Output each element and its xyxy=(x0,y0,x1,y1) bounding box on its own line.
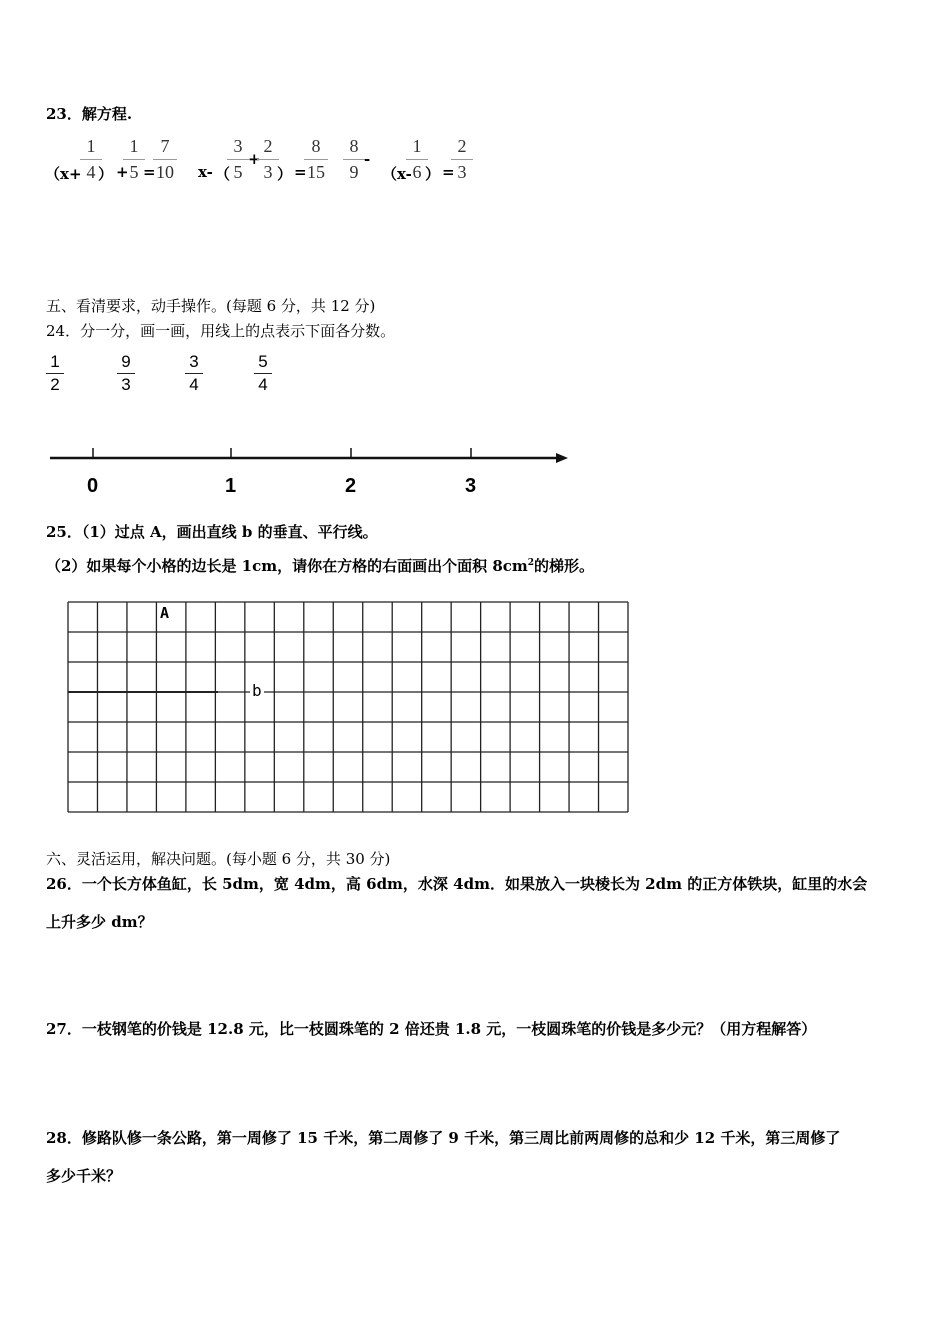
fraction: 3 5 xyxy=(227,136,249,182)
q27: 27．一枝钢笔的价钱是 12.8 元，比一枝圆珠笔的 2 倍还贵 1.8 元，一枝圆珠笔的价钱是多少元？（用方程解答） xyxy=(46,1020,817,1038)
q26-line2: 上升多少 dm？ xyxy=(46,913,153,931)
fraction: 5 4 xyxy=(254,353,272,394)
eq-text: ） xyxy=(425,165,441,183)
q28-line1: 28．修路队修一条公路，第一周修了 15 千米，第二周修了 9 千米，第三周比前两周修的总和少 12 千米，第三周修了 xyxy=(46,1129,841,1147)
eq-text: = xyxy=(442,163,455,181)
q26-line1: 26．一个长方体鱼缸，长 5dm，宽 4dm，高 6dm，水深 4dm．如果放入一块棱长为 2dm 的正方体铁块，缸里的水会 xyxy=(46,875,868,893)
section-6-heading: 六、灵活运用，解决问题。(每小题 6 分，共 30 分) xyxy=(46,850,391,868)
tick-label: 2 xyxy=(345,475,357,497)
eq-text: （x- xyxy=(382,165,412,183)
point-a-label: A xyxy=(160,604,170,622)
q23-title: 23．解方程. xyxy=(46,105,133,123)
fraction: 8 9 xyxy=(343,136,365,182)
q25-part2: （2）如果每个小格的边长是 1cm，请你在方格的右面画出个面积 $8cm^2$的梯形。 xyxy=(46,557,595,575)
eq-text: ） xyxy=(277,165,293,183)
fraction: 7 10 xyxy=(153,136,177,182)
q28-line2: 多少千米？ xyxy=(46,1167,122,1185)
eq-text: + xyxy=(248,150,261,168)
line-b-label: b xyxy=(252,681,262,700)
fraction: 1 6 xyxy=(406,136,428,182)
tick-label: 0 xyxy=(87,475,99,497)
tick-label: 3 xyxy=(465,475,477,497)
fraction: 1 4 xyxy=(80,136,102,182)
eq-text: ） xyxy=(98,165,114,183)
fraction: 2 3 xyxy=(451,136,473,182)
eq-text: （x+ xyxy=(45,165,82,183)
fraction: 2 3 xyxy=(257,136,279,182)
eq-text: x- xyxy=(198,163,213,181)
eq-text: = xyxy=(294,163,307,181)
eq-text: - xyxy=(364,150,371,168)
fraction: 9 3 xyxy=(117,353,135,394)
fraction: 1 2 xyxy=(46,353,64,394)
fraction: 8 15 xyxy=(304,136,328,182)
fraction: 1 5 xyxy=(123,136,145,182)
tick-label: 1 xyxy=(225,475,237,497)
q24-title: 24．分一分，画一画，用线上的点表示下面各分数。 xyxy=(46,322,396,340)
fraction: 3 4 xyxy=(185,353,203,394)
eq-text: = xyxy=(143,163,156,181)
eq-text: + xyxy=(116,163,129,181)
section-5-heading: 五、看清要求，动手操作。(每题 6 分，共 12 分) xyxy=(46,297,376,315)
eq-text: （ xyxy=(215,165,231,183)
q25-part1: 25．（1）过点 A，画出直线 b 的垂直、平行线。 xyxy=(46,523,378,541)
